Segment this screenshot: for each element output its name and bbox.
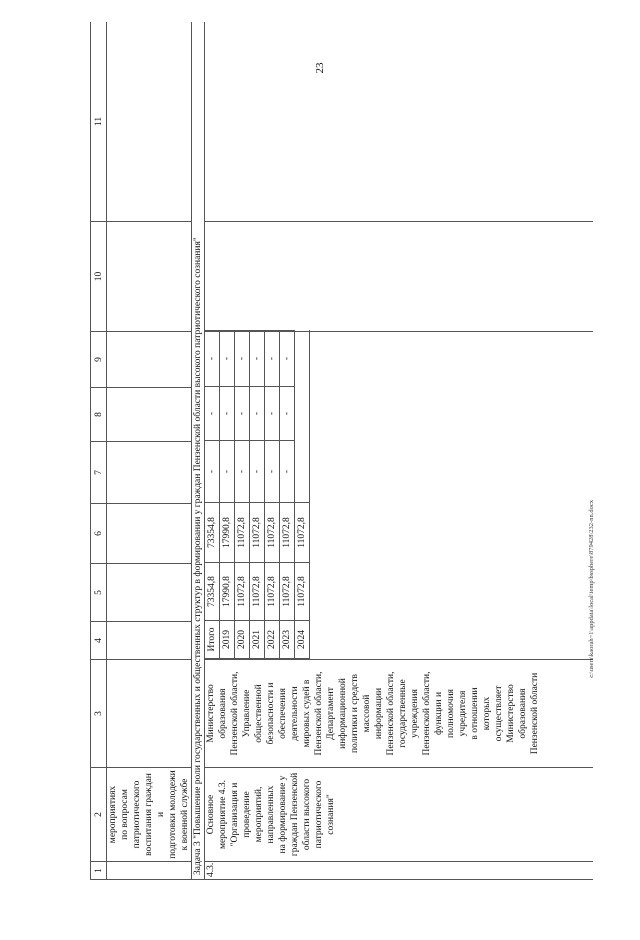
- footer-file-path: c:\users\kaorah~1\appdata\local\temp\bssphere\879428\232-nn.docx: [588, 500, 595, 678]
- col8-cell: -: [280, 387, 295, 441]
- year-row: [220, 331, 235, 659]
- item-executor: Министерство образования Пензенской области, Управление общественной безопасности и обеспечения деятельности мировых судей в Пензенской области, Департамент информационной политики и средств массовой информации Пензенской области, государственные учреждения Пензенской области, функции и полномочия учредителя в отношении которых осуществляет Министерство образования Пензенской области: [205, 660, 594, 768]
- regional-cell: 11072,8: [295, 503, 310, 563]
- col9-cell: [295, 331, 310, 387]
- col7-cell: -: [205, 441, 220, 503]
- year-cell: 2021: [250, 621, 265, 659]
- col9-cell: -: [205, 331, 220, 387]
- year-row: [265, 331, 280, 659]
- budget-table-container: [90, 22, 593, 880]
- item-name: Основное мероприятие 4.3. "Организация и проведение мероприятий, направленных на формирование у граждан Пензенской области высокого патриотического сознания": [205, 768, 594, 862]
- header-col-7: 7: [91, 442, 107, 504]
- header-col-5: 5: [91, 564, 107, 622]
- col8-cell: -: [265, 387, 280, 441]
- header-col-9: 9: [91, 332, 107, 388]
- header-col-10: 10: [91, 222, 107, 332]
- year-cell: 2020: [235, 621, 250, 659]
- col9-cell: -: [280, 331, 295, 387]
- year-cell: 2019: [220, 621, 235, 659]
- col9-cell: -: [220, 331, 235, 387]
- total-cell: 73354,8: [205, 563, 220, 621]
- total-cell: 11072,8: [250, 563, 265, 621]
- task-title: Задача 3 "Повышение роли государственных и общественных структур в формировании у граждан Пензенской области высокого патриотического сознания": [192, 22, 205, 880]
- year-row: [295, 331, 310, 659]
- year-row: [235, 331, 250, 659]
- year-row: [205, 331, 220, 659]
- col8-cell: -: [235, 387, 250, 441]
- header-col-6: 6: [91, 504, 107, 564]
- continuation-description: мероприятиях по вопросам патриотического воспитания граждан и подготовки молодежи к военной службе: [107, 768, 192, 862]
- col8-cell: -: [205, 387, 220, 441]
- regional-cell: 11072,8: [280, 503, 295, 563]
- regional-cell: 17990,8: [220, 503, 235, 563]
- regional-cell: 11072,8: [250, 503, 265, 563]
- total-cell: 17990,8: [220, 563, 235, 621]
- col7-cell: -: [235, 441, 250, 503]
- year-cell: Итого: [205, 621, 220, 659]
- col7-cell: -: [265, 441, 280, 503]
- year-cell: 2022: [265, 621, 280, 659]
- continuation-row: [107, 22, 192, 880]
- item-number: 4.3.: [205, 862, 594, 880]
- col7-cell: -: [250, 441, 265, 503]
- budget-table: [90, 22, 593, 880]
- header-col-8: 8: [91, 388, 107, 442]
- year-row: [250, 331, 265, 659]
- header-col-11: 11: [91, 22, 107, 222]
- year-values-block: [205, 332, 594, 660]
- header-col-2: 2: [91, 768, 107, 862]
- col7-cell: [295, 441, 310, 503]
- total-cell: 11072,8: [280, 563, 295, 621]
- total-cell: 11072,8: [235, 563, 250, 621]
- col8-cell: -: [250, 387, 265, 441]
- page-number: 23: [314, 62, 326, 74]
- col11-cell: [205, 22, 594, 222]
- col7-cell: -: [220, 441, 235, 503]
- col7-cell: -: [280, 441, 295, 503]
- year-cell: 2023: [280, 621, 295, 659]
- regional-cell: 73354,8: [205, 503, 220, 563]
- rotated-table-frame: [90, 22, 593, 880]
- col8-cell: [295, 387, 310, 441]
- year-row: [280, 331, 295, 659]
- item-row: [205, 22, 594, 880]
- header-col-4: 4: [91, 622, 107, 660]
- total-cell: 11072,8: [295, 563, 310, 621]
- regional-cell: 11072,8: [235, 503, 250, 563]
- col8-cell: -: [220, 387, 235, 441]
- header-col-1: 1: [91, 862, 107, 880]
- year-values-table: [205, 330, 310, 659]
- task-row: [192, 22, 205, 880]
- total-cell: 11072,8: [265, 563, 280, 621]
- col9-cell: -: [250, 331, 265, 387]
- col9-cell: -: [265, 331, 280, 387]
- col10-cell: [205, 222, 594, 332]
- col9-cell: -: [235, 331, 250, 387]
- column-number-row: [91, 22, 107, 880]
- header-col-3: 3: [91, 660, 107, 768]
- year-cell: 2024: [295, 621, 310, 659]
- regional-cell: 11072,8: [265, 503, 280, 563]
